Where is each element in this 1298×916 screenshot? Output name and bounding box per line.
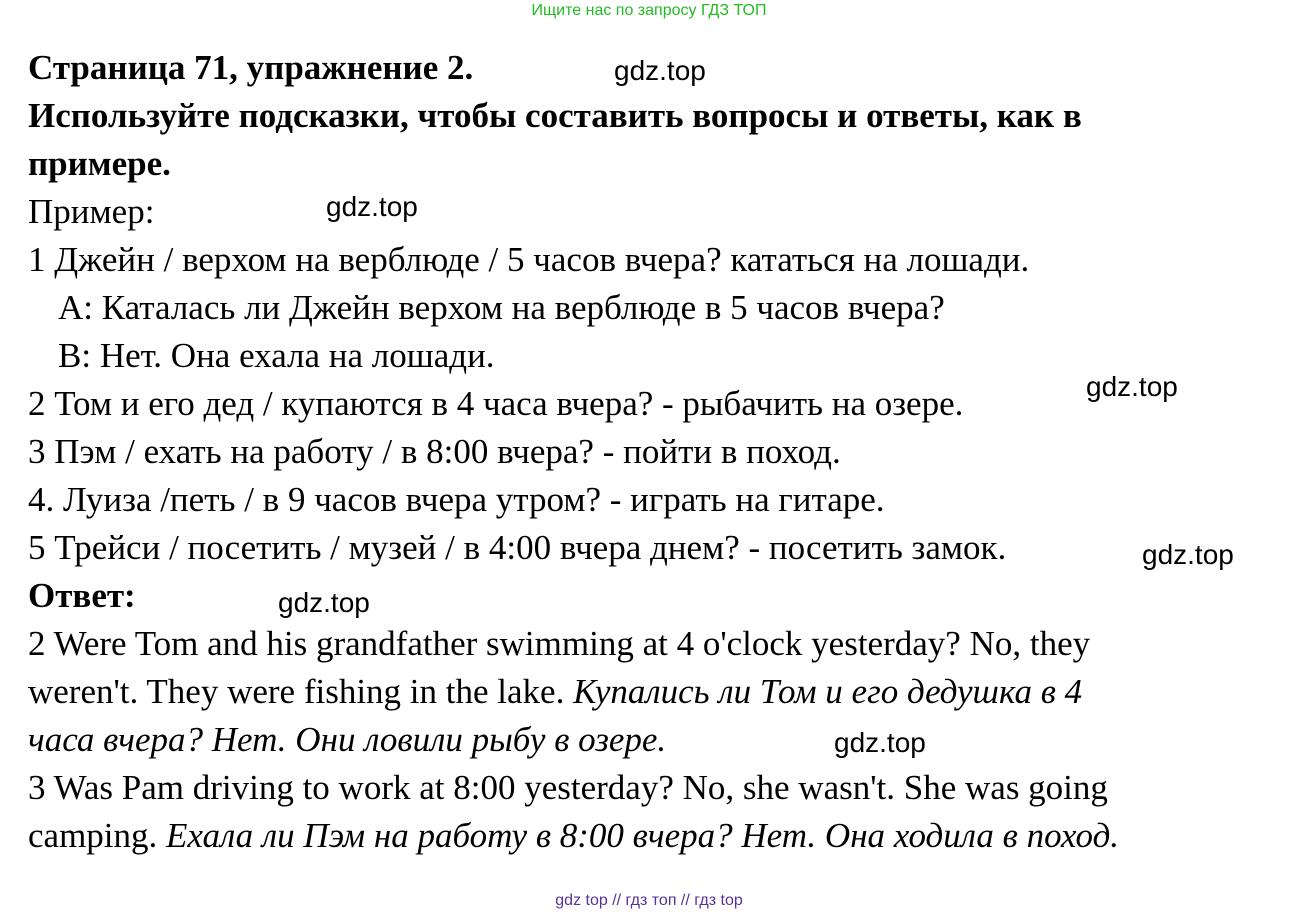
instruction-line-1: Используйте подсказки, чтобы составить вопросы и ответы, как в	[28, 96, 1082, 135]
top-banner[interactable]: Ищите нас по запросу ГДЗ ТОП	[531, 2, 767, 19]
example-answer: B: Нет. Она ехала на лошади.	[58, 336, 495, 375]
answer-2-line-3: часа вчера? Нет. Они ловили рыбу в озере.	[28, 720, 667, 759]
task-item-2: 2 Том и его дед / купаются в 4 часа вчера? - рыбачить на озере.	[28, 384, 964, 423]
answer-3-line-1: 3 Was Pam driving to work at 8:00 yesterday? No, she wasn't. She was going	[28, 768, 1108, 807]
watermark: gdz.top	[834, 727, 926, 758]
task-item-3: 3 Пэм / ехать на работу / в 8:00 вчера? - пойти в поход.	[28, 432, 841, 471]
watermark: gdz.top	[1086, 371, 1178, 402]
exercise-title: Страница 71, упражнение 2.	[28, 48, 474, 87]
answer-3-english: camping.	[28, 816, 158, 855]
answer-2-line-2	[28, 672, 1082, 712]
example-label: Пример:	[28, 192, 155, 231]
answer-2-translation: Купались ли Том и его дедушка в 4	[573, 672, 1083, 711]
answer-3-translation: Ехала ли Пэм на работу в 8:00 вчера? Нет. Она ходила в поход.	[166, 816, 1120, 855]
watermark: gdz.top	[326, 191, 418, 222]
answer-label: Ответ:	[28, 576, 136, 615]
watermark: gdz.top	[1142, 539, 1234, 570]
answer-2-line-1: 2 Were Tom and his grandfather swimming at 4 o'clock yesterday? No, they	[28, 624, 1091, 663]
example-question: A: Каталась ли Джейн верхом на верблюде в 5 часов вчера?	[58, 288, 945, 327]
answer-3-line-2	[28, 816, 1119, 856]
watermark: gdz.top	[614, 55, 706, 86]
task-item-1: 1 Джейн / верхом на верблюде / 5 часов вчера? кататься на лошади.	[28, 240, 1030, 279]
task-item-5: 5 Трейси / посетить / музей / в 4:00 вчера днем? - посетить замок.	[28, 528, 1007, 567]
task-item-4: 4. Луиза /петь / в 9 часов вчера утром? - играть на гитаре.	[28, 480, 885, 519]
footer-links[interactable]: gdz top // гдз топ // гдз top	[555, 892, 743, 909]
watermark: gdz.top	[278, 587, 370, 618]
answer-2-english: weren't. They were fishing in the lake.	[28, 672, 565, 711]
instruction-line-2: примере.	[28, 144, 171, 183]
